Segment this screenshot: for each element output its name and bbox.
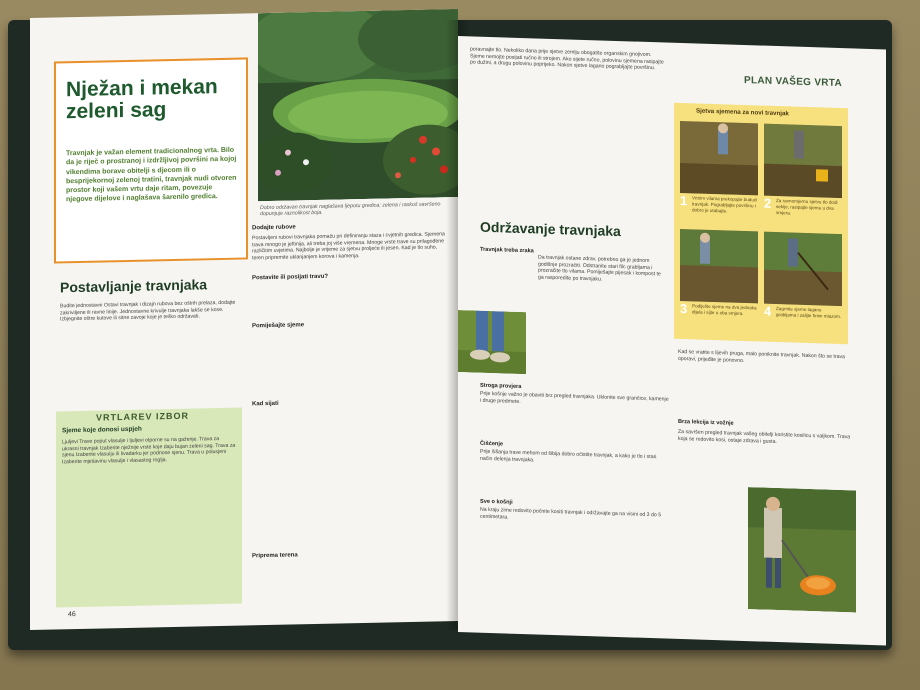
- gardener-choice-box: [56, 408, 242, 608]
- heading-side: Brza lekcija iz vožnje: [678, 418, 734, 427]
- step-1-text: Vrtnim vilama prekopajte budući travnjak. Pograbljajte površinu i dobro je utabajte.: [692, 195, 758, 214]
- right-top-text: poravnajte tlo. Nekoliko dana prije sjetve zemlju obogatite organskim gnojivom. Sjeme nemojte posijati ručno ili strojem. Ako sijete ručno, polovinu sjemena rasipajte po dužini, a drugu polovinu poprijeko. Nakon sjetve lagano pograbljajte površinu.: [470, 46, 664, 72]
- heading-pomijesajte: Pomiješajte sjeme: [252, 322, 305, 330]
- box-header: VRTLAREV IZBOR: [96, 410, 190, 423]
- step-3-image: [680, 229, 758, 303]
- step-2-photo: [764, 124, 842, 198]
- step-1-photo: [680, 121, 758, 195]
- step-4-number: 4: [764, 303, 772, 319]
- heading-ciscenje: Čišćenje: [480, 440, 504, 448]
- lawn-feet-image: [458, 310, 526, 374]
- step-1-image: [680, 121, 758, 195]
- step-1-number: 1: [680, 192, 688, 209]
- side-text: Za savršen pregled travnjak vašeg obitelji koristite kosilicu s valjkom. Trava koja se redovito kosi, ostaje zdrava i gusta.: [678, 428, 851, 445]
- right-page: [458, 36, 886, 645]
- box-title: Sjeme koje donosi uspjeh: [62, 425, 142, 435]
- side-list-text: Kad se vratite s lijevih pruga, malo poniknite travnjak. Nakon što se trava oporavi, prijeđite je ponovno.: [678, 348, 845, 364]
- garden-photo: [258, 9, 458, 201]
- running-header: PLAN VAŠEG VRTA: [743, 74, 842, 90]
- step-4-text: Zagrnite sjeme lagano grabljama i zalijte finim mlazom.: [776, 305, 842, 319]
- garden-photo-image: [258, 9, 458, 201]
- step-3-text: Podijelite sjeme na dva jednaka dijela i sijte u oba smjera.: [692, 303, 757, 316]
- intro-text: Travnjak je važan element tradicionalnog vrta. Bilo da je riječ o prostranoj i izdržljivoj površini na kojoj vikendima borave obitelji s djecom ili o besprijekornoj zelenoj tratini, travnjak nudi otvoren prostor koji vašem vrtu daje ritam, povezuje njegove dijelove i naglašava šarenilo gredica.: [66, 146, 237, 204]
- lawn-feet-photo: [458, 310, 526, 374]
- mower-image: [748, 487, 856, 612]
- ciscenje-text: Prije šišanja trave mehom od šibija dobro očistite travnjak, a kako je tlo i stari način delenja travnjaka.: [480, 448, 657, 463]
- left-page: [30, 9, 458, 630]
- page-headline: Nježan i mekan zeleni sag: [66, 75, 218, 124]
- trav-text: Da travnjak ostane zdrav, potrebno ga je jednom godišnje prozračiti. Odstranite stari filc grabljama i prozračite tlo vilama. Pomiješajte pijesak i kompost te ga rasporedite po travnjaku.: [538, 254, 661, 283]
- step-3-photo: [680, 229, 758, 303]
- left-col1-text: Budite jednostavni Ostavi travnjak i dizajn rubova bez oštrih prelaza, dodajte zakriviljene ili ravne linije. Jednostavne krivulje travnjaka lakše se kose. Izbjegnite oštre kutove ili sitne zavoje koje je teško održavati.: [60, 299, 236, 323]
- step-2-number: 2: [764, 195, 772, 211]
- section-title-setup: Postavljanje travnjaka: [60, 276, 208, 296]
- page-number-left: 46: [68, 611, 76, 619]
- section-title-maintenance: Održavanje travnjaka: [480, 218, 621, 240]
- heading-kad: Kad sijati: [252, 400, 279, 408]
- step-4-image: [764, 232, 842, 306]
- heading-priprema: Priprema terena: [252, 552, 298, 560]
- mower-photo: [748, 487, 856, 612]
- garden-photo-caption: Dobro održavan travnjak naglašava ljepotu gredica; zelena i raskoš savršeno dopunjuje raznolikost boja.: [260, 201, 441, 218]
- heading-dodajte: Dodajte rubove: [252, 224, 296, 232]
- heading-sve: Sve o košnji: [480, 498, 513, 506]
- sve-text: Na kraju zime redovito počnite kositi travnjak i održavajte ga na visini od 3 do 5 centimetara.: [480, 506, 662, 521]
- stroga-text: Prije košnje važno je obaviti brz pregled travnjaka. Uklonite sve grančice, kamenje i druge predmete.: [480, 390, 669, 405]
- heading-postavite: Postavite ili posijati travu?: [252, 273, 329, 282]
- left-col2-text: Postavljeni rubovi travnjaka pomažu pri definiranju staza i cvjetnih gredica. Sjemena trava mnogo je jeftinija, ali treba joj više vremena. Mnoge vrste trave su prilagođene različitim uvjetima. Najbolje je vrijeme za sjetvu proljeće ili jesen. Kad je tlo suho, teren pripremite uklanjanjem korova i kamenja.: [252, 231, 445, 262]
- box-text: Ljuljevi Trave poput vlasulje i ljuljevi otporne su na gaženje. Trava za ukrasni travnjak Izaberite nježnije vrste koje daju bujan zeleni sag. Trava za sjenu Izaberite vlasulju ili livadarku jer podnose sjenu. Trava u polusjeni Izaberite mješavinu vlasulje i vlasastog roglja.: [62, 436, 236, 466]
- step-3-number: 3: [680, 300, 688, 317]
- step-4-photo: [764, 232, 842, 306]
- sowing-steps-box: [674, 103, 848, 344]
- step-2-image: [764, 124, 842, 198]
- heading-trav: Travnjak treba zraka: [480, 246, 534, 255]
- heading-stroga: Stroga provjera: [480, 382, 522, 390]
- steps-box-title: Sjetva sjemena za novi travnjak: [696, 107, 789, 118]
- step-2-text: Za ravnomjernu sjetvu tlo dodi sekije, rasipajte sjeme u dva smjera.: [776, 197, 838, 216]
